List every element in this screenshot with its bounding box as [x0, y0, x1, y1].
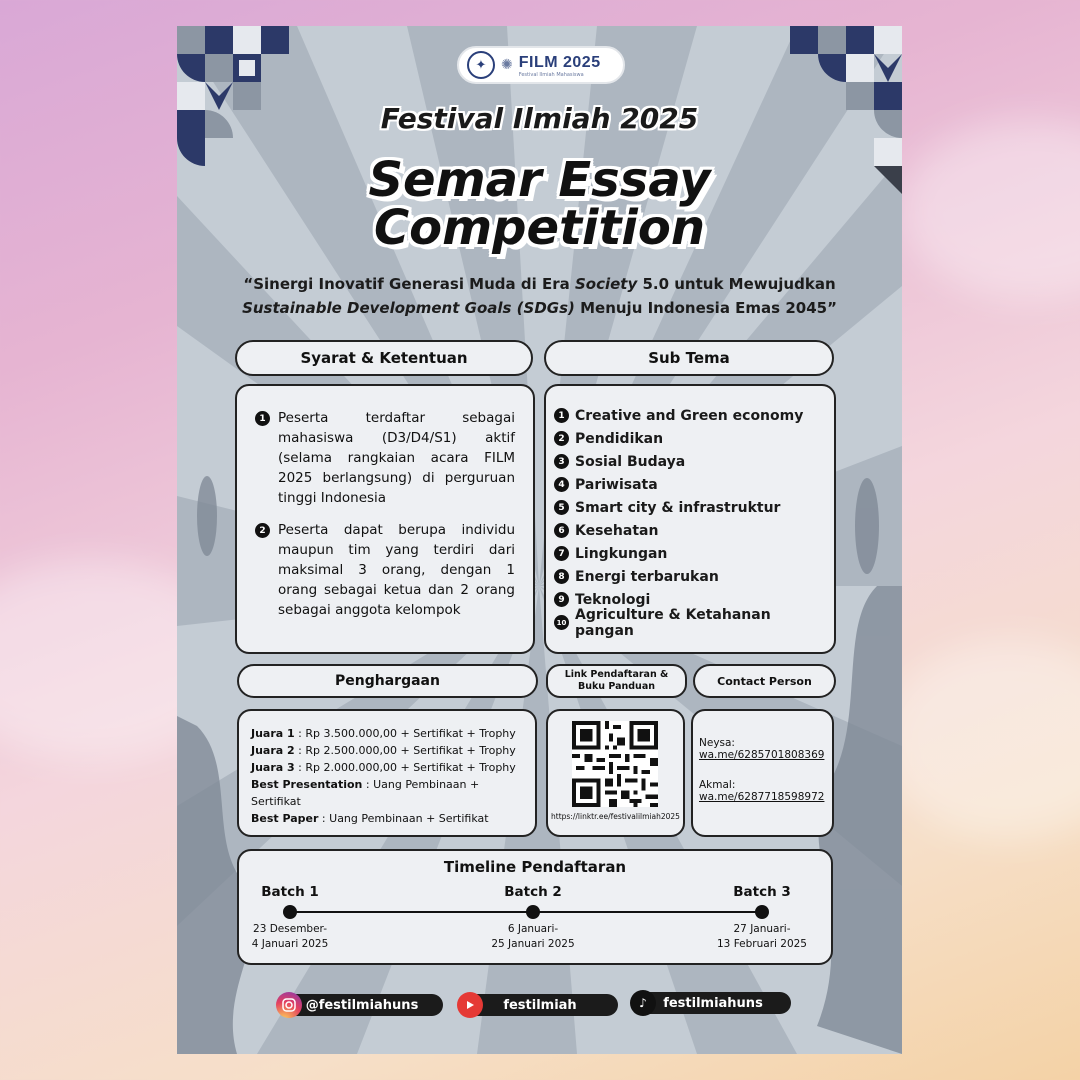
contact-name: Akmal:	[699, 779, 736, 791]
award-item	[251, 776, 523, 810]
youtube-handle[interactable]: festilmiah	[462, 994, 618, 1016]
syarat-item	[255, 408, 515, 508]
award-value: : Rp 2.000.000,00 + Sertifikat + Trophy	[294, 761, 516, 774]
award-item	[251, 810, 523, 827]
timeline-header: Timeline Pendaftaran	[443, 858, 627, 876]
number-badge: 1	[554, 408, 569, 423]
subtema-label: Sosial Budaya	[575, 453, 686, 470]
subtema-item	[554, 606, 826, 639]
batch-date-start: 23 Desember-	[253, 923, 327, 935]
batch-label: Batch 3	[733, 884, 791, 900]
subtema-label: Teknologi	[575, 591, 651, 608]
cloud-decoration	[880, 640, 1080, 840]
award-value: : Uang Pembinaan + Sertifikat	[251, 778, 480, 808]
award-label: Best Paper	[251, 812, 319, 825]
batch-dates	[697, 922, 827, 952]
link-header: Link Pendaftaran & Buku Panduan	[546, 664, 687, 698]
subtema-list	[554, 404, 826, 639]
batch-dates	[468, 922, 598, 952]
youtube-icon	[457, 992, 483, 1018]
batch-date-start: 6 Januari-	[507, 923, 559, 935]
competition-title-line2: Competition	[373, 200, 706, 256]
cloud-decoration	[900, 120, 1080, 300]
subtema-item	[554, 542, 826, 565]
sparkle-logo-icon: ✺	[501, 57, 513, 73]
batch-label: Batch 1	[261, 884, 319, 900]
syarat-text: Peserta dapat berupa individu maupun tim yang terdiri dari maksimal 3 orang, dengan 1 orang sebagai ketua dan 2 orang sebagai anggota kelompok	[278, 522, 515, 618]
theme-text: “Sinergi Inovatif Generasi Muda di Era	[243, 275, 575, 293]
award-item	[251, 742, 523, 759]
subtema-label: Pendidikan	[575, 430, 664, 447]
timeline-dot	[283, 905, 297, 919]
theme-text: 5.0 untuk Mewujudkan	[637, 275, 836, 293]
instagram-handle[interactable]: @festilmiahuns	[281, 994, 443, 1016]
theme-italic: Sustainable Development Goals (SDGs)	[242, 299, 575, 317]
subtema-item	[554, 427, 826, 450]
subtema-item	[554, 519, 826, 542]
number-badge: 1	[255, 411, 270, 426]
subtema-label: Creative and Green economy	[575, 407, 804, 424]
award-label: Juara 3	[251, 761, 295, 774]
competition-title-line1: Semar Essay	[368, 152, 711, 208]
tiktok-icon: ♪	[630, 990, 656, 1016]
award-value: : Rp 2.500.000,00 + Sertifikat + Trophy	[294, 744, 516, 757]
contact-header: Contact Person	[693, 664, 836, 698]
batch-date-end: 25 Januari 2025	[491, 938, 575, 950]
subtema-item	[554, 450, 826, 473]
contact-name: Neysa:	[699, 737, 735, 749]
contact-whatsapp-link[interactable]: wa.me/6287718598972	[699, 791, 825, 803]
poster	[177, 26, 902, 1054]
subtema-label: Energi terbarukan	[575, 568, 719, 585]
subtema-item	[554, 473, 826, 496]
theme-text: Menuju Indonesia Emas 2045”	[574, 299, 837, 317]
batch-dates	[225, 922, 355, 952]
award-item	[251, 759, 523, 776]
batch-date-end: 4 Januari 2025	[251, 938, 329, 950]
film-logo-text: FILM 2025	[518, 54, 601, 71]
number-badge: 10	[554, 615, 569, 630]
number-badge: 8	[554, 569, 569, 584]
number-badge: 9	[554, 592, 569, 607]
timeline-dot	[755, 905, 769, 919]
number-badge: 3	[554, 454, 569, 469]
batch-date-end: 13 Februari 2025	[717, 938, 807, 950]
number-badge: 2	[255, 523, 270, 538]
subtema-label: Smart city & infrastruktur	[575, 499, 781, 516]
theme-italic: Society	[574, 275, 638, 293]
subtema-header: Sub Tema	[544, 340, 834, 376]
subtema-item	[554, 496, 826, 519]
subtema-item	[554, 404, 826, 427]
header-logos	[457, 46, 625, 84]
award-value: : Uang Pembinaan + Sertifikat	[318, 812, 489, 825]
contact-whatsapp-link[interactable]: wa.me/6285701808369	[699, 749, 825, 761]
link-url[interactable]: https://linktr.ee/festivalilmiah2025	[551, 812, 680, 821]
award-list	[251, 725, 523, 827]
award-item	[251, 725, 523, 742]
subtema-label: Kesehatan	[575, 522, 659, 539]
award-label: Best Presentation	[251, 778, 363, 791]
batch-label: Batch 2	[504, 884, 562, 900]
instagram-icon	[276, 992, 302, 1018]
syarat-text: Peserta terdaftar sebagai mahasiswa (D3/D4/S1) aktif (selama rangkaian acara FILM 2025 berlangsung) di perguruan tinggi Indonesia	[278, 410, 515, 506]
competition-title	[177, 152, 902, 256]
film-logo-subtext: Festival Ilmiah Mahasiswa	[518, 72, 584, 78]
number-badge: 6	[554, 523, 569, 538]
qr-code-icon[interactable]	[572, 721, 658, 807]
award-value: : Rp 3.500.000,00 + Sertifikat + Trophy	[294, 727, 516, 740]
syarat-header: Syarat & Ketentuan	[235, 340, 533, 376]
number-badge: 2	[554, 431, 569, 446]
subtema-box	[544, 384, 836, 654]
number-badge: 5	[554, 500, 569, 515]
syarat-box	[235, 384, 535, 654]
batch-date-start: 27 Januari-	[733, 923, 791, 935]
contact-box	[691, 709, 834, 837]
number-badge: 7	[554, 546, 569, 561]
festival-title: Festival Ilmiah 2025	[380, 102, 699, 135]
penghargaan-header: Penghargaan	[237, 664, 538, 698]
syarat-item	[255, 520, 515, 620]
subtema-item	[554, 565, 826, 588]
number-badge: 4	[554, 477, 569, 492]
penghargaan-box	[237, 709, 537, 837]
subtema-label: Agriculture & Ketahanan pangan	[575, 606, 771, 639]
timeline-dot	[526, 905, 540, 919]
award-label: Juara 2	[251, 744, 295, 757]
theme-statement	[197, 272, 882, 320]
subtema-label: Lingkungan	[575, 545, 668, 562]
tiktok-handle[interactable]: festilmiahuns	[635, 992, 791, 1014]
subtema-label: Pariwisata	[575, 476, 658, 493]
award-label: Juara 1	[251, 727, 295, 740]
corner-pattern-left	[177, 26, 297, 166]
university-logo-icon: ✦	[467, 51, 495, 79]
